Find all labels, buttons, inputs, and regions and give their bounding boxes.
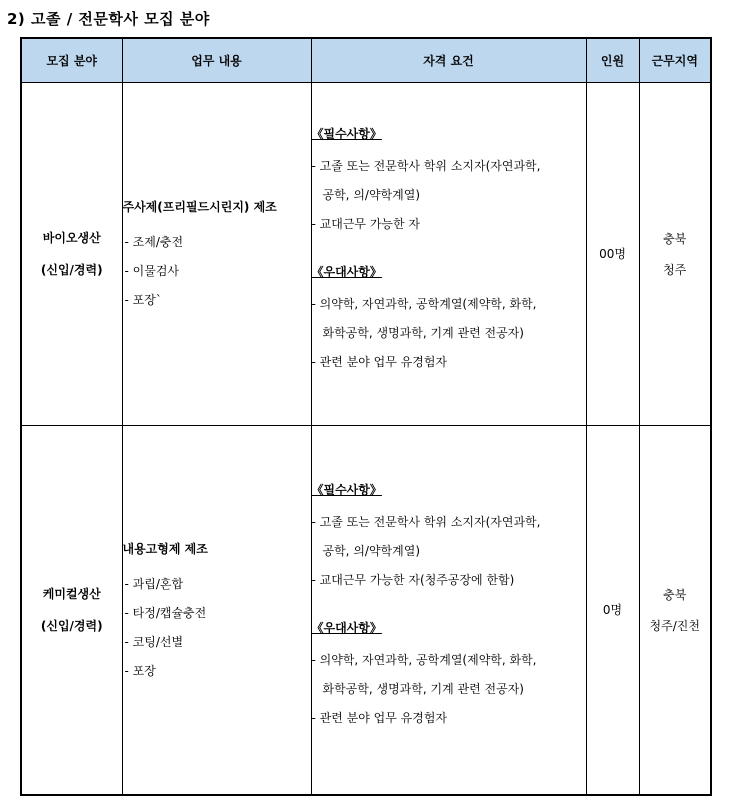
header-headcount: 인원 — [586, 38, 639, 82]
preferred-heading: 《우대사항》 — [311, 620, 382, 635]
field-name: 케미컬생산 — [42, 587, 101, 602]
recruitment-table — [20, 37, 712, 796]
cell-headcount-chemical: 0명 — [586, 425, 639, 795]
required-heading: 《필수사항》 — [311, 126, 382, 141]
required-heading: 《필수사항》 — [311, 482, 382, 497]
table-row-bio-production — [21, 82, 711, 425]
duties-heading: 주사제(프리필드시린지) 제조 — [122, 200, 277, 214]
cell-duties-bio — [122, 82, 311, 425]
cell-field-bio — [21, 82, 122, 425]
duty-item: - 조제/충전 — [124, 235, 184, 249]
header-field: 모집 분야 — [21, 38, 122, 82]
field-name: 바이오생산 — [42, 231, 101, 245]
required-item: - 고졸 또는 전문학사 학위 소지자(자연과학, — [311, 514, 541, 529]
required-item: - 고졸 또는 전문학사 학위 소지자(자연과학, — [311, 158, 541, 173]
location-city: 청주/진천 — [649, 618, 700, 633]
cell-headcount-bio: 00명 — [586, 82, 639, 425]
duty-item: - 이물검사 — [124, 264, 180, 278]
duty-item: - 포장` — [124, 293, 162, 307]
duty-item: - 포장 — [124, 663, 156, 678]
location-region: 충북 — [663, 231, 687, 246]
location-city: 청주 — [663, 262, 687, 277]
preferred-item: - 관련 분야 업무 유경험자 — [311, 354, 448, 369]
cell-duties-chemical — [122, 425, 311, 795]
section-title: 2) 고졸 / 전문학사 모집 분야 — [7, 10, 210, 28]
header-row — [21, 38, 711, 82]
header-qualifications: 자격 요건 — [311, 38, 586, 82]
cell-location-bio — [639, 82, 711, 425]
field-type: (신입/경력) — [40, 619, 103, 634]
preferred-item: - 관련 분야 업무 유경험자 — [311, 710, 448, 725]
location-region: 충북 — [663, 587, 687, 602]
duty-item: - 타정/캡슐충전 — [124, 605, 207, 620]
cell-location-chemical — [639, 425, 711, 795]
field-type: (신입/경력) — [40, 263, 103, 277]
cell-qualifications-chemical — [311, 425, 586, 795]
duties-heading: 내용고형제 제조 — [122, 541, 208, 556]
required-item-continuation: 공학, 의/약학계열) — [322, 187, 420, 202]
cell-field-chemical — [21, 425, 122, 795]
preferred-item-continuation: 화학공학, 생명과학, 기계 관련 전공자) — [322, 325, 524, 340]
table-row-chemical-production — [21, 425, 711, 795]
required-item-continuation: 공학, 의/약학계열) — [322, 543, 420, 558]
header-location: 근무지역 — [639, 38, 711, 82]
preferred-item-continuation: 화학공학, 생명과학, 기계 관련 전공자) — [322, 681, 524, 696]
cell-qualifications-bio — [311, 82, 586, 425]
preferred-item: - 의약학, 자연과학, 공학계열(제약학, 화학, — [311, 296, 537, 311]
required-item: - 교대근무 가능한 자 — [311, 216, 421, 231]
duty-item: - 과립/혼합 — [124, 576, 184, 591]
header-duties: 업무 내용 — [122, 38, 311, 82]
duty-item: - 코팅/선별 — [124, 634, 184, 649]
required-item: - 교대근무 가능한 자(청주공장에 한함) — [311, 572, 515, 587]
preferred-item: - 의약학, 자연과학, 공학계열(제약학, 화학, — [311, 652, 537, 667]
preferred-heading: 《우대사항》 — [311, 264, 382, 279]
